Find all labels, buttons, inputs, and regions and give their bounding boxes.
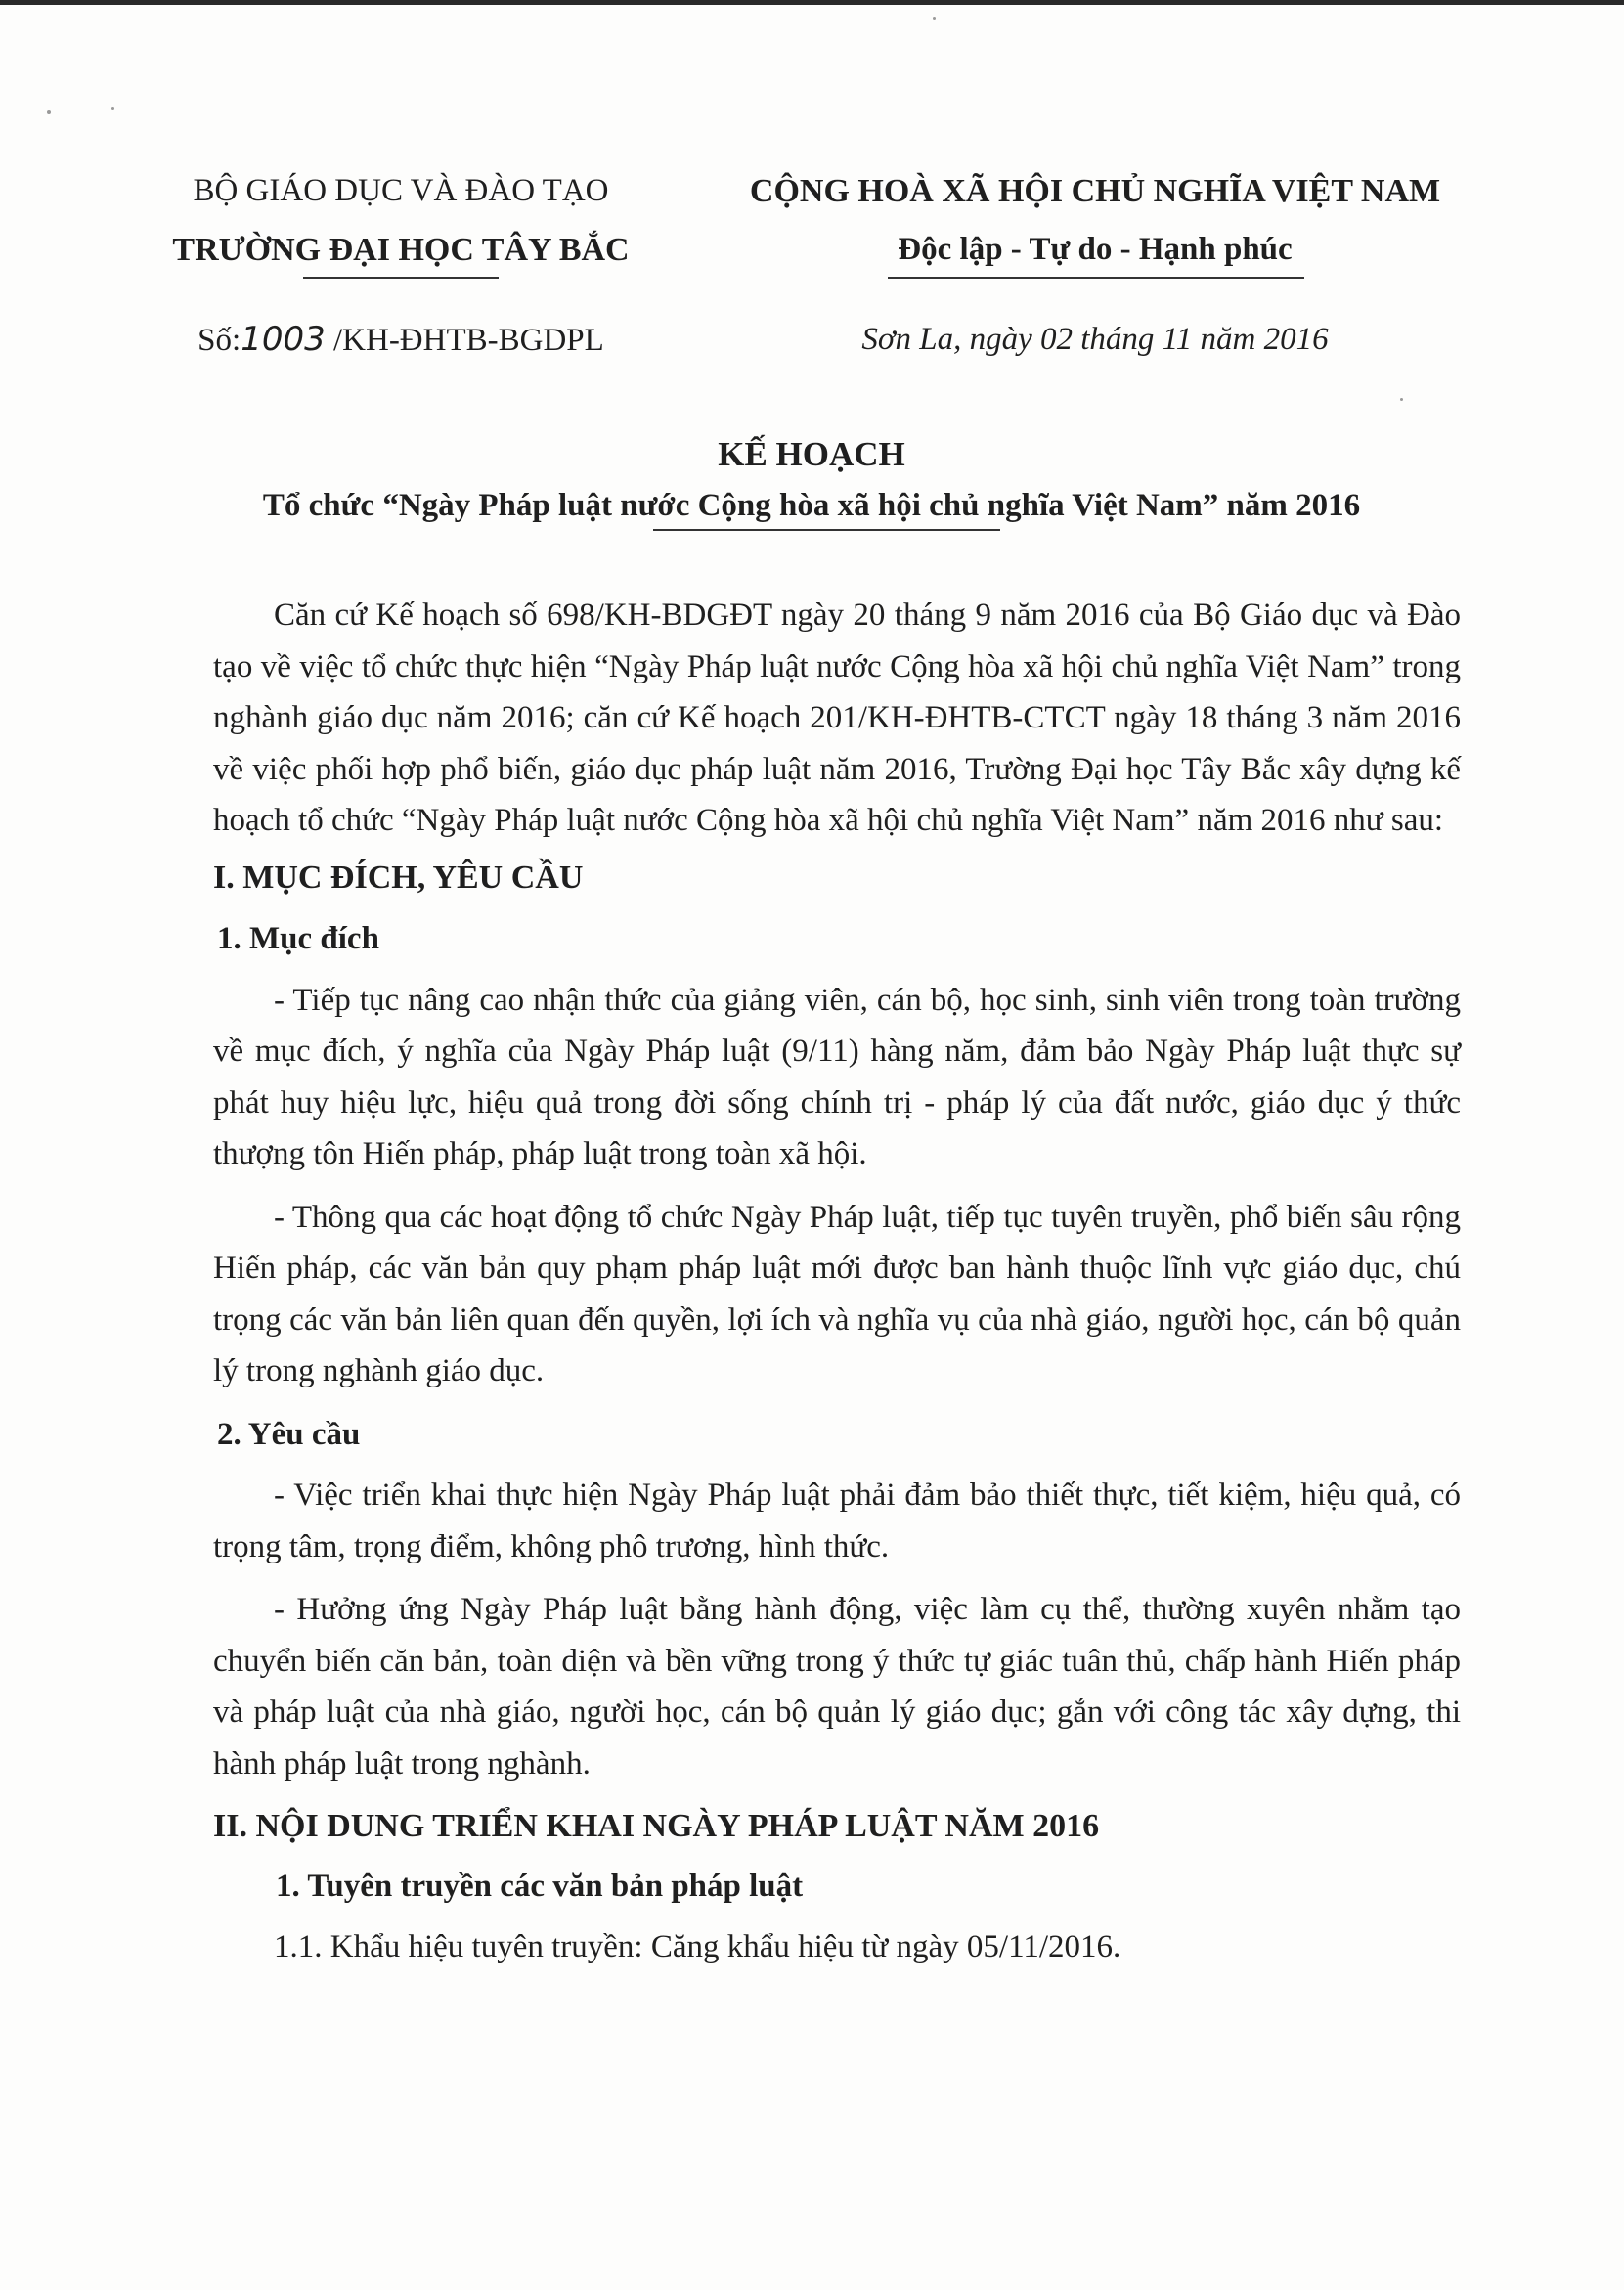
document-title: KẾ HOẠCH <box>718 435 905 473</box>
document-number <box>147 320 655 359</box>
item-1-1: 1.1. Khẩu hiệu tuyên truyền: Căng khẩu hiệu từ ngày 05/11/2016. <box>274 1929 1121 1964</box>
section-1-heading: I. MỤC ĐÍCH, YÊU CẦU <box>213 859 584 896</box>
intro-paragraph: Căn cứ Kế hoạch số 698/KH-BDGĐT ngày 20 tháng 9 năm 2016 của Bộ Giáo dục và Đào tạo về việc tổ chức thực hiện “Ngày Pháp luật nước Cộng hòa xã hội chủ nghĩa Việt Nam” trong nghành giáo dục năm 2016; căn cứ Kế hoạch 201/KH-ĐHTB-CTCT ngày 18 tháng 3 năm 2016 về việc phối hợp phổ biến, giáo dục pháp luật năm 2016, Trường Đại học Tây Bắc xây dựng kế hoạch tổ chức “Ngày Pháp luật nước Cộng hòa xã hội chủ nghĩa Việt Nam” năm 2016 như sau: <box>213 597 1461 838</box>
doc-number-suffix: /KH-ĐHTB-BGDPL <box>325 323 604 358</box>
section-1-2-heading: 2. Yêu cầu <box>217 1416 361 1452</box>
purpose-paragraph-2: - Thông qua các hoạt động tổ chức Ngày Pháp luật, tiếp tục tuyên truyền, phổ biến sâu rộng Hiến pháp, các văn bản quy phạm pháp luật mới được ban hành thuộc lĩnh vực giáo dục, chú trọng các văn bản liên quan đến quyền, lợi ích và nghĩa vụ của nhà giáo, người học, cán bộ quản lý trong nghành giáo dục. <box>213 1199 1461 1388</box>
scan-speck <box>1400 398 1403 401</box>
title-underline <box>653 529 1000 531</box>
scan-speck <box>933 17 936 20</box>
national-motto: Độc lập - Tự do - Hạnh phúc <box>898 232 1293 267</box>
motto-underline <box>888 277 1304 279</box>
document-title-block <box>137 435 1486 524</box>
place-date: Sơn La, ngày 02 tháng 11 năm 2016 <box>861 322 1329 357</box>
document-body <box>213 590 1461 1973</box>
document-header <box>0 5 1624 376</box>
nation-name: CỘNG HOÀ XÃ HỘI CHỦ NGHĨA VIỆT NAM <box>749 173 1441 209</box>
scan-speck <box>47 110 51 114</box>
scan-speck <box>111 107 114 110</box>
doc-number-prefix: Số: <box>198 323 241 358</box>
section-1-1-heading: 1. Mục đích <box>217 921 379 956</box>
section-2-heading: II. NỘI DUNG TRIỂN KHAI NGÀY PHÁP LUẬT NĂM 2016 <box>213 1808 1100 1844</box>
school-underline <box>303 277 499 279</box>
doc-number-handwritten: 1003 <box>241 320 326 359</box>
document-subtitle: Tổ chức “Ngày Pháp luật nước Cộng hòa xã hội chủ nghĩa Việt Nam” năm 2016 <box>262 488 1361 523</box>
requirement-paragraph-1: - Việc triển khai thực hiện Ngày Pháp luật phải đảm bảo thiết thực, tiết kiệm, hiệu quả, có trọng tâm, trọng điểm, không phô trương, hình thức. <box>213 1477 1461 1564</box>
section-2-1-heading: 1. Tuyên truyền các văn bản pháp luật <box>276 1868 804 1904</box>
school-name: TRƯỜNG ĐẠI HỌC TÂY BẮC <box>172 232 630 268</box>
agency-name: BỘ GIÁO DỤC VÀ ĐÀO TẠO <box>193 173 609 208</box>
requirement-paragraph-2: - Hưởng ứng Ngày Pháp luật bằng hành động, việc làm cụ thể, thường xuyên nhằm tạo chuyển biến căn bản, toàn diện và bền vững trong ý thức tự giác tuân thủ, chấp hành Hiến pháp và pháp luật của nhà giáo, người học, cán bộ quản lý giáo dục; gắn với công tác xây dựng, thi hành pháp luật trong nghành. <box>213 1592 1461 1782</box>
purpose-paragraph-1: - Tiếp tục nâng cao nhận thức của giảng viên, cán bộ, học sinh, sinh viên trong toàn trường về mục đích, ý nghĩa của Ngày Pháp luật (9/11) hàng năm, đảm bảo Ngày Pháp luật thực sự phát huy hiệu lực, hiệu quả trong đời sống chính trị - pháp lý của đất nước, giáo dục ý thức thượng tôn Hiến pháp, pháp luật trong toàn xã hội. <box>213 982 1461 1171</box>
